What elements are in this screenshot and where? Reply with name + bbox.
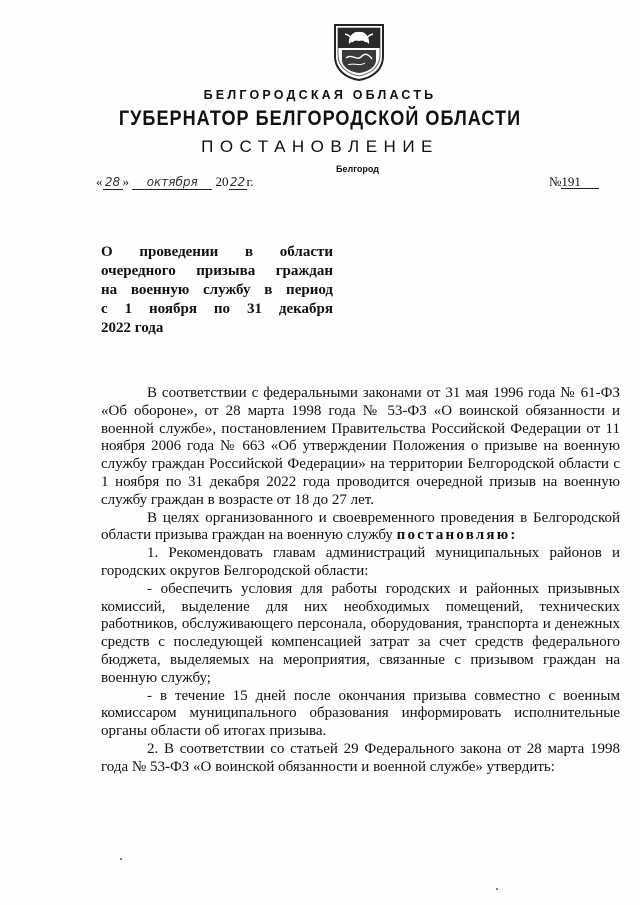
title-line: О проведении в области [101,244,333,260]
region-name: БЕЛГОРОДСКАЯ ОБЛАСТЬ [203,88,437,102]
document-type-heading: ПОСТАНОВЛЕНИЕ [201,137,439,156]
date-year-prefix: 20 [215,174,229,189]
scan-speck [120,858,122,860]
date-open-quote: « [96,174,103,189]
body-paragraph-item-1: 1. Рекомендовать главам администраций муниципальных районов и городских округов Белгородской области: [101,545,620,579]
title-line: с 1 ноября по 31 декабря [101,301,333,317]
scan-speck [496,888,498,890]
date-line [96,174,254,190]
governor-heading: ГУБЕРНАТОР БЕЛГОРОДСКОЙ ОБЛАСТИ [118,107,522,130]
date-day: 28 [103,176,123,190]
decree-keyword: постановляю: [396,527,518,544]
document-title [101,243,333,338]
body-paragraph-legal-basis: В соответствии с федеральными законами от 31 мая 1996 года № 61-ФЗ «Об обороне», от 28 марта 1998 года № 53-ФЗ «О воинской обязанности и военной службе», постановлением Правительства Российской Федерации от 11 ноября 2006 года № 663 «Об утверждении Положения о призыве на военную службу граждан Российской Федерации» на территории Белгородской области с 1 ноября по 31 декабря 2022 года проводится очередной призыв на военную службу граждан в возрасте от 18 до 27 лет. [101,385,620,508]
document-body [101,385,620,777]
document-number [549,174,599,190]
body-paragraph-item-2: 2. В соответствии со статьей 29 Федерального закона от 28 марта 1998 года № 53-ФЗ «О воинской обязанности и военной службе» утвердить: [101,740,620,775]
title-line: очередного призыва граждан [101,263,333,279]
date-month: октября [132,176,212,190]
decree-text: В целях организованного и своевременного проведения в Белгородской области призыва граждан на военную службу [101,509,620,544]
title-line: 2022 года [101,320,164,336]
date-close-quote: » [122,174,129,189]
date-year-unit: г. [246,174,254,189]
coat-of-arms-emblem [332,22,386,82]
city-label: Белгород [336,164,379,174]
body-paragraph-subitem: - обеспечить условия для работы городских и районных призывных комиссий, выделение для них необходимых помещений, технических работников, обслуживающего персонала, оборудования, транспорта и денежных средств с последующей компенсацией затрат за счет средств федерального бюджета, выделяемых на мероприятия, связанные с призывом граждан на военную службу; [101,580,620,686]
body-paragraph-decree [101,510,620,546]
number-value: 191 [561,175,599,189]
date-year-suffix: 22 [229,175,246,189]
number-sign: № [549,174,562,189]
body-paragraph-subitem: - в течение 15 дней после окончания призыва совместно с военным комиссаром муниципального образования информировать исполнительные органы области об итогах призыва. [101,687,620,740]
title-line: на военную службу в период [101,282,333,298]
